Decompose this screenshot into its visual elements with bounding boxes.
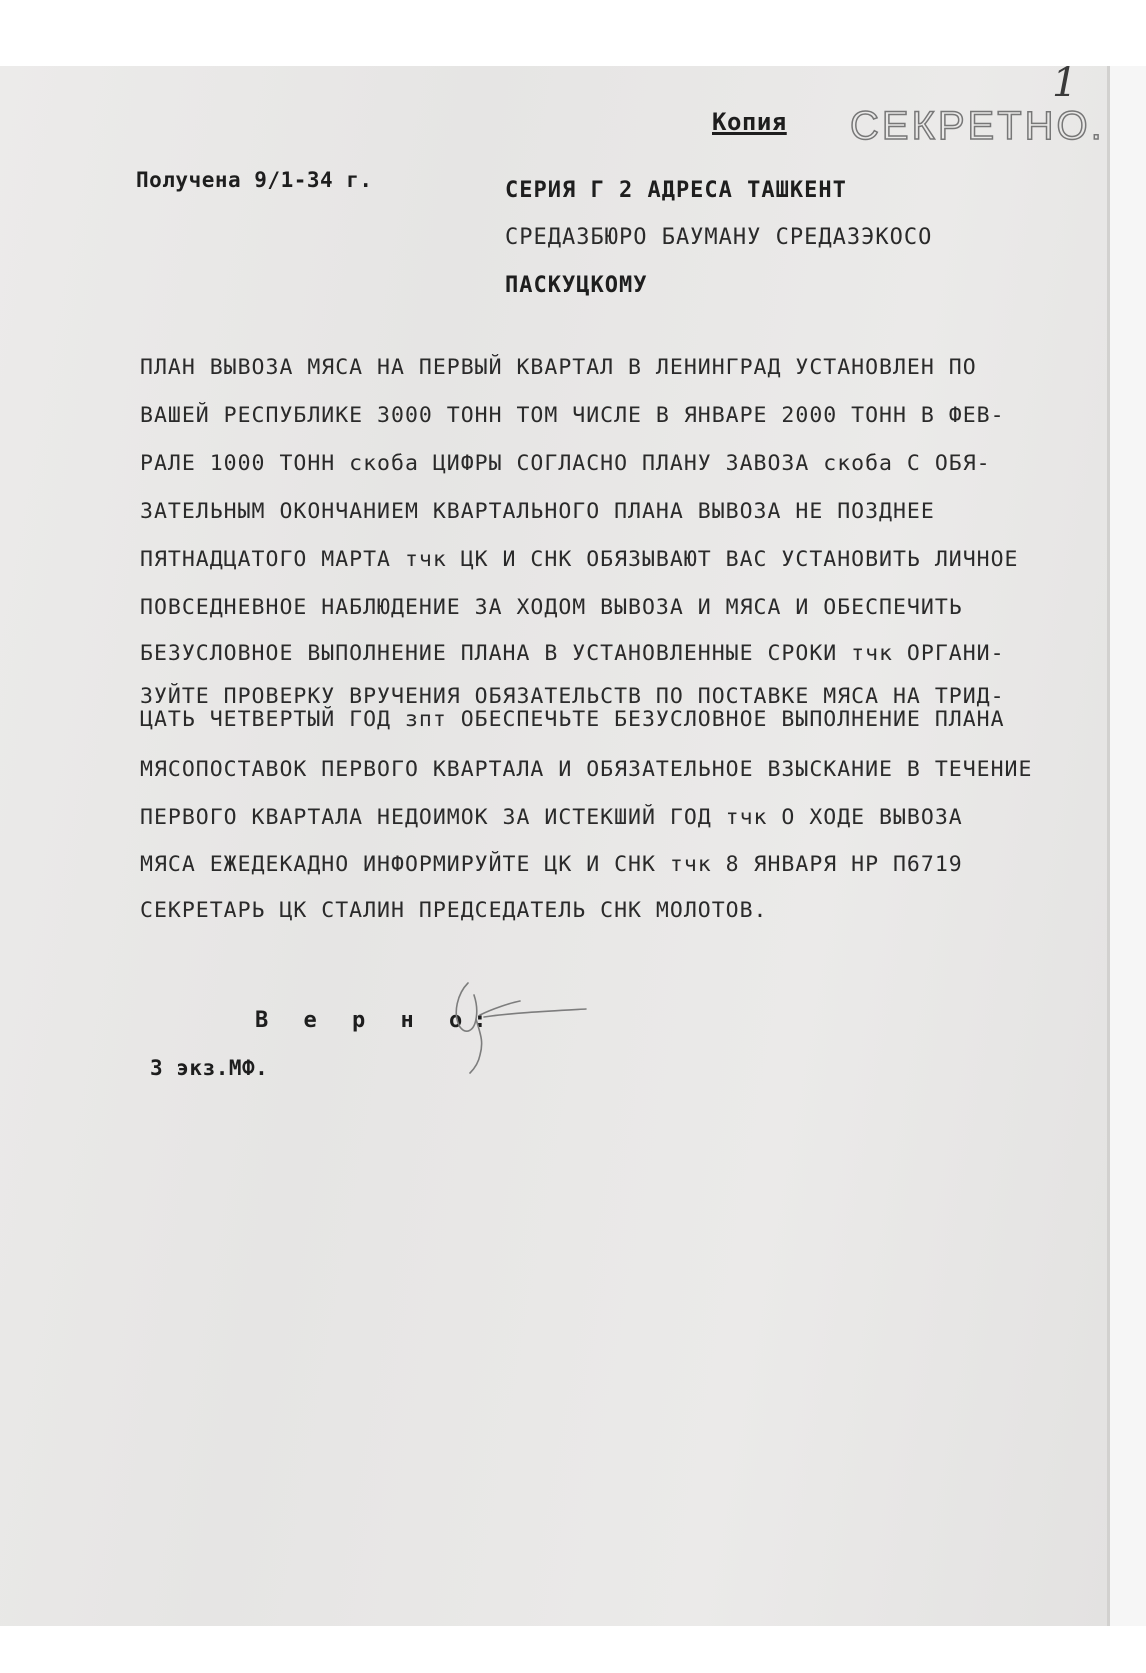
received-date: Получена 9/1-34 г. xyxy=(136,168,373,192)
secret-stamp: СЕКРЕТНО. xyxy=(850,104,1105,148)
address-line-1: СЕРИЯ Г 2 АДРЕСА ТАШКЕНТ xyxy=(505,178,847,203)
body-line-5: ПЯТНАДЦАТОГО МАРТА тчк ЦК И СНК ОБЯЗЫВАЮТ ВАС УСТАНОВИТЬ ЛИЧНОЕ xyxy=(140,547,1019,572)
page-edge xyxy=(1110,66,1146,1626)
folio-number: 1 xyxy=(1052,60,1078,106)
body-line-11: ПЕРВОГО КВАРТАЛА НЕДОИМОК ЗА ИСТЕКШИЙ ГОД тчк О ХОДЕ ВЫВОЗА xyxy=(140,805,963,830)
body-line-6: ПОВСЕДНЕВНОЕ НАБЛЮДЕНИЕ ЗА ХОДОМ ВЫВОЗА И МЯСА И ОБЕСПЕЧИТЬ xyxy=(140,595,963,620)
body-line-4: ЗАТЕЛЬНЫМ ОКОНЧАНИЕМ КВАРТАЛЬНОГО ПЛАНА ВЫВОЗА НЕ ПОЗДНЕЕ xyxy=(140,499,935,524)
body-line-7: БЕЗУСЛОВНОЕ ВЫПОЛНЕНИЕ ПЛАНА В УСТАНОВЛЕННЫЕ СРОКИ тчк ОРГАНИ- xyxy=(140,641,1005,666)
handwritten-signature xyxy=(440,975,590,1075)
body-line-2: ВАШЕЙ РЕСПУБЛИКЕ 3000 ТОНН ТОМ ЧИСЛЕ В ЯНВАРЕ 2000 ТОНН В ФЕВ- xyxy=(140,403,1005,428)
body-line-3: РАЛЕ 1000 ТОНН скоба ЦИФРЫ СОГЛАСНО ПЛАНУ ЗАВОЗА скоба С ОБЯ- xyxy=(140,451,991,476)
address-line-2: СРЕДАЗБЮРО БАУМАНУ СРЕДАЗЭКОСО xyxy=(505,225,933,250)
body-line-9: ЦАТЬ ЧЕТВЕРТЫЙ ГОД зпт ОБЕСПЕЧЬТЕ БЕЗУСЛОВНОЕ ВЫПОЛНЕНИЕ ПЛАНА xyxy=(140,707,1005,732)
address-line-3: ПАСКУЦКОМУ xyxy=(505,273,648,298)
body-line-10: МЯСОПОСТАВОК ПЕРВОГО КВАРТАЛА И ОБЯЗАТЕЛЬНОЕ ВЗЫСКАНИЕ В ТЕЧЕНИЕ xyxy=(140,757,1033,782)
verification-label: В е р н о: xyxy=(255,1008,498,1033)
document-page xyxy=(0,66,1110,1626)
body-line-12: МЯСА ЕЖЕДЕКАДНО ИНФОРМИРУЙТЕ ЦК И СНК тчк 8 ЯНВАРЯ НР П6719 xyxy=(140,852,963,877)
copies-note: 3 экз.МФ. xyxy=(150,1056,269,1080)
body-line-8: ЗУЙТЕ ПРОВЕРКУ ВРУЧЕНИЯ ОБЯЗАТЕЛЬСТВ ПО ПОСТАВКЕ МЯСА НА ТРИД- xyxy=(140,684,1005,709)
body-line-1: ПЛАН ВЫВОЗА МЯСА НА ПЕРВЫЙ КВАРТАЛ В ЛЕНИНГРАД УСТАНОВЛЕН ПО xyxy=(140,355,977,380)
copy-mark: Копия xyxy=(712,108,787,136)
body-line-13: СЕКРЕТАРЬ ЦК СТАЛИН ПРЕДСЕДАТЕЛЬ СНК МОЛОТОВ. xyxy=(140,898,768,923)
